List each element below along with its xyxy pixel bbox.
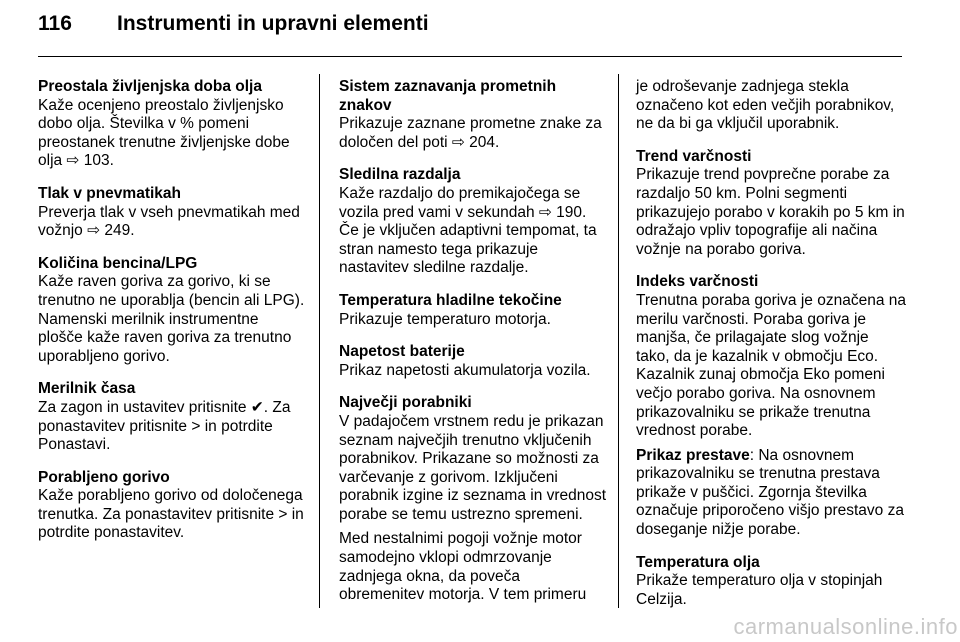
entry-text: Trenutna poraba goriva je označena na merilu varčnosti. Poraba goriva je manjša, če prilagajate slog vožnje tako, da je kazalnik v območju Eco. Kazalnik zunaj območja Eko pomeni večjo porabo goriva. Na osnovnem prikazovalniku se prikaže trenutna vrednost porabe. xyxy=(636,291,907,440)
text-column-2 xyxy=(339,78,607,619)
entry-fuel-used xyxy=(38,469,306,543)
entry-title: Tlak v pnevmatikah xyxy=(38,184,182,202)
entry-title: Indeks varčnosti xyxy=(636,273,759,291)
entry-text: je odroševanje zadnjega stekla označeno kot eden večjih porabnikov, ne da bi ga vključil uporabnik. xyxy=(636,78,895,133)
page-title: Instrumenti in upravni elementi xyxy=(117,12,429,35)
entry-text: Za zagon in ustavitev pritisnite ✔. Za ponastavitev pritisnite > in potrdite Ponastavi. xyxy=(38,398,291,454)
entry-eco-trend xyxy=(636,148,906,260)
page-number: 116 xyxy=(38,12,72,35)
entry-eco-index xyxy=(636,273,906,539)
entry-text: Preverja tlak v vseh pnevmatikah med vožnjo ⇨ 249. xyxy=(38,203,300,240)
entry-oil-temperature xyxy=(636,554,906,610)
entry-text: Prikaz napetosti akumulatorja vozila. xyxy=(339,361,591,379)
entry-text: Prikazuje temperaturo motorja. xyxy=(339,310,551,328)
entry-top-consumers xyxy=(339,394,607,605)
entry-text: Kaže ocenjeno preostalo življenjsko dobo olja. Številka v % pomeni preostanek trenutne življenjske dobe olja ⇨ 103. xyxy=(38,96,290,170)
entry-text: Kaže raven goriva za gorivo, ki se trenutno ne uporablja (bencin ali LPG). Namenski merilnik instrumentne plošče kaže raven goriva za trenutno uporabljeno gorivo. xyxy=(38,273,305,365)
entry-title: Trend varčnosti xyxy=(636,147,752,165)
entry-text: V padajočem vrstnem redu je prikazan seznam največjih trenutno vključenih porabnikov. Prikazane so možnosti za varčevanje z gorivom. Izključeni porabnik izgine iz seznama in vrednost porabe se temu ustrezno spremeni. xyxy=(339,412,607,523)
column-divider xyxy=(618,74,619,608)
entry-title: Napetost baterije xyxy=(339,343,465,361)
text-column-1 xyxy=(38,78,306,557)
entry-tire-pressure xyxy=(38,185,306,241)
column-divider xyxy=(319,74,320,608)
entry-timer xyxy=(38,380,306,454)
entry-title: Temperatura hladilne tekočine xyxy=(339,291,562,309)
entry-text: Kaže porabljeno gorivo od določenega trenutka. Za ponastavitev pritisnite > in potrdite ponastavitev. xyxy=(38,487,304,542)
entry-text: Kaže razdaljo do premikajočega se vozila pred vami v sekundah ⇨ 190. Če je vključen adaptivni tempomat, ta stran namesto tega prikazuje nastavitev sledilne razdalje. xyxy=(339,184,597,277)
text-column-3 xyxy=(636,78,906,623)
entry-text: Prikaže temperaturo olja v stopinjah Celzija. xyxy=(636,572,883,608)
watermark: carmanualsonline.info xyxy=(733,614,958,639)
entry-title: Merilnik časa xyxy=(38,380,136,398)
entry-text: Prikazuje zaznane prometne znake za določen del poti ⇨ 204. xyxy=(339,115,602,151)
entry-oil-life xyxy=(38,78,306,171)
header-divider xyxy=(38,56,902,57)
entry-title: Temperatura olja xyxy=(636,553,760,571)
inline-text: : Na osnovnem prikazovalniku se trenutna prestava prikaže v puščici. Zgornja številka označuje priporočeno višjo prestavo za doseganje nižje porabe. xyxy=(636,446,904,539)
entry-title: Količina bencina/LPG xyxy=(38,254,198,272)
entry-following-distance xyxy=(339,166,607,278)
entry-coolant-temperature xyxy=(339,292,607,329)
entry-continued-text xyxy=(636,78,906,134)
entry-text: Prikazuje trend povprečne porabe za razdaljo 50 km. Polni segmenti prikazujejo porabo v korakih po 5 km in odražajo vpliv topografije ali načina vožnje na porabo goriva. xyxy=(636,166,905,258)
entry-text: Med nestalnimi pogoji vožnje motor samodejno vklopi odmrzovanje zadnjega okna, da poveča obremenitev motorja. V tem primeru xyxy=(339,530,587,604)
entry-title: Sledilna razdalja xyxy=(339,166,461,184)
entry-traffic-sign xyxy=(339,78,607,152)
entry-title: Največji porabniki xyxy=(339,394,472,412)
entry-title: Porabljeno gorivo xyxy=(38,468,170,486)
entry-battery-voltage xyxy=(339,343,607,380)
entry-title: Sistem zaznavanja prometnih znakov xyxy=(339,78,557,114)
entry-text-gear-display xyxy=(636,447,906,540)
entry-title: Preostala življenjska doba olja xyxy=(38,78,262,95)
inline-title: Prikaz prestave xyxy=(636,446,750,464)
entry-fuel-level xyxy=(38,255,306,367)
